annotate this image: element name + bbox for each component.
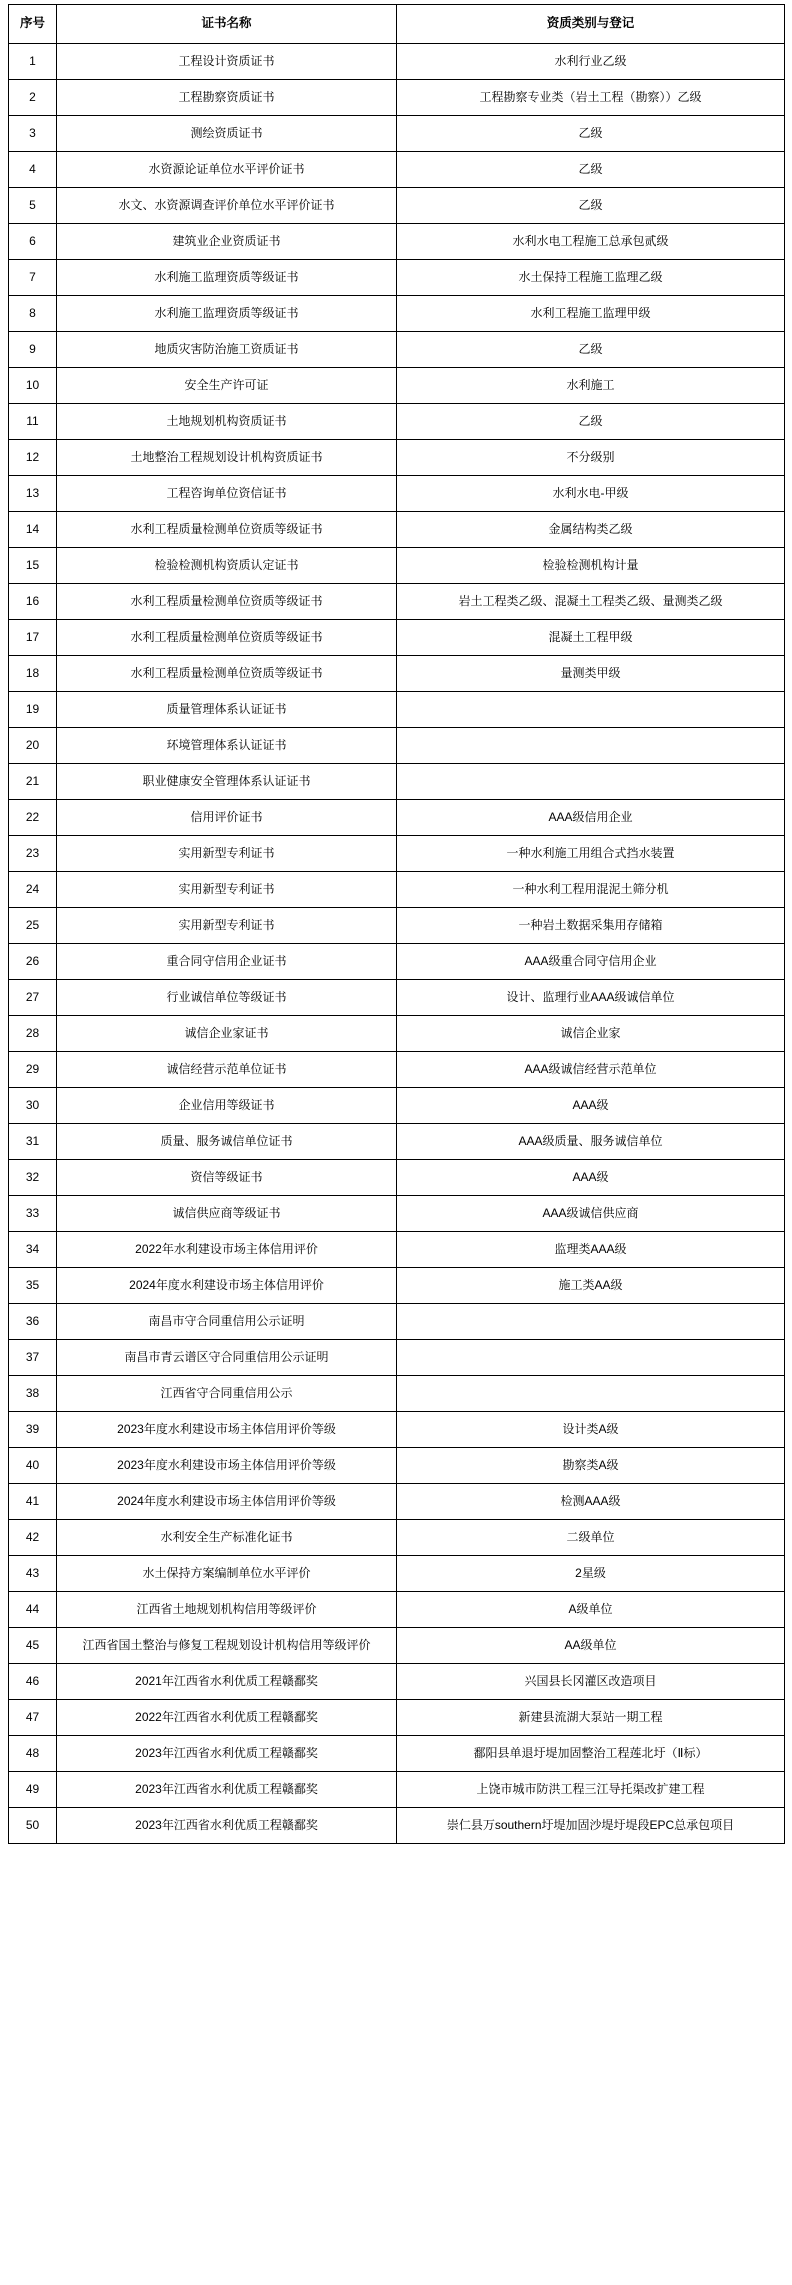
table-row bbox=[9, 944, 785, 980]
cell-seq: 1 bbox=[9, 44, 57, 80]
table-row bbox=[9, 1088, 785, 1124]
cell-category: 一种岩土数据采集用存储箱 bbox=[397, 908, 785, 944]
table-row bbox=[9, 620, 785, 656]
cell-certificate-name: 江西省守合同重信用公示 bbox=[57, 1376, 397, 1412]
table-row bbox=[9, 44, 785, 80]
cell-category: AAA级诚信经营示范单位 bbox=[397, 1052, 785, 1088]
cell-certificate-name: 水文、水资源调查评价单位水平评价证书 bbox=[57, 188, 397, 224]
cell-seq: 16 bbox=[9, 584, 57, 620]
cell-category: AA级单位 bbox=[397, 1628, 785, 1664]
table-row bbox=[9, 908, 785, 944]
table-row bbox=[9, 116, 785, 152]
table-row bbox=[9, 188, 785, 224]
cell-category: 设计、监理行业AAA级诚信单位 bbox=[397, 980, 785, 1016]
cell-seq: 20 bbox=[9, 728, 57, 764]
cell-certificate-name: 南昌市青云谱区守合同重信用公示证明 bbox=[57, 1340, 397, 1376]
table-row bbox=[9, 332, 785, 368]
cell-category: 岩土工程类乙级、混凝土工程类乙级、量测类乙级 bbox=[397, 584, 785, 620]
cell-seq: 15 bbox=[9, 548, 57, 584]
cell-seq: 43 bbox=[9, 1556, 57, 1592]
cell-certificate-name: 重合同守信用企业证书 bbox=[57, 944, 397, 980]
cell-certificate-name: 水资源论证单位水平评价证书 bbox=[57, 152, 397, 188]
cell-category: 检测AAA级 bbox=[397, 1484, 785, 1520]
cell-seq: 7 bbox=[9, 260, 57, 296]
cell-category: 乙级 bbox=[397, 188, 785, 224]
table-row bbox=[9, 404, 785, 440]
cell-category: 水利水电工程施工总承包贰级 bbox=[397, 224, 785, 260]
cell-category: 金属结构类乙级 bbox=[397, 512, 785, 548]
cell-certificate-name: 环境管理体系认证证书 bbox=[57, 728, 397, 764]
table-row bbox=[9, 1592, 785, 1628]
table-row bbox=[9, 1628, 785, 1664]
cell-category bbox=[397, 692, 785, 728]
table-row bbox=[9, 1268, 785, 1304]
cell-certificate-name: 2023年度水利建设市场主体信用评价等级 bbox=[57, 1448, 397, 1484]
cell-category: 水利水电-甲级 bbox=[397, 476, 785, 512]
cell-seq: 31 bbox=[9, 1124, 57, 1160]
cell-certificate-name: 企业信用等级证书 bbox=[57, 1088, 397, 1124]
cell-category bbox=[397, 1340, 785, 1376]
cell-seq: 33 bbox=[9, 1196, 57, 1232]
cell-certificate-name: 江西省土地规划机构信用等级评价 bbox=[57, 1592, 397, 1628]
table-row bbox=[9, 1340, 785, 1376]
cell-category: 水土保持工程施工监理乙级 bbox=[397, 260, 785, 296]
cell-seq: 46 bbox=[9, 1664, 57, 1700]
table-row bbox=[9, 692, 785, 728]
cell-seq: 50 bbox=[9, 1808, 57, 1844]
cell-certificate-name: 诚信企业家证书 bbox=[57, 1016, 397, 1052]
table-row bbox=[9, 1556, 785, 1592]
table-row bbox=[9, 980, 785, 1016]
cell-certificate-name: 安全生产许可证 bbox=[57, 368, 397, 404]
cell-category bbox=[397, 1304, 785, 1340]
cell-certificate-name: 水利施工监理资质等级证书 bbox=[57, 260, 397, 296]
table-row bbox=[9, 1664, 785, 1700]
cell-certificate-name: 水利安全生产标准化证书 bbox=[57, 1520, 397, 1556]
cell-category: 水利施工 bbox=[397, 368, 785, 404]
cell-category: 监理类AAA级 bbox=[397, 1232, 785, 1268]
table-row bbox=[9, 368, 785, 404]
cell-seq: 14 bbox=[9, 512, 57, 548]
cell-certificate-name: 2023年江西省水利优质工程赣鄱奖 bbox=[57, 1772, 397, 1808]
table-row bbox=[9, 80, 785, 116]
cell-certificate-name: 土地整治工程规划设计机构资质证书 bbox=[57, 440, 397, 476]
table-header-row bbox=[9, 5, 785, 44]
cell-category: 勘察类A级 bbox=[397, 1448, 785, 1484]
cell-certificate-name: 南昌市守合同重信用公示证明 bbox=[57, 1304, 397, 1340]
cell-certificate-name: 2021年江西省水利优质工程赣鄱奖 bbox=[57, 1664, 397, 1700]
table-row bbox=[9, 1376, 785, 1412]
cell-category: 乙级 bbox=[397, 404, 785, 440]
cell-certificate-name: 水利工程质量检测单位资质等级证书 bbox=[57, 620, 397, 656]
cell-certificate-name: 职业健康安全管理体系认证证书 bbox=[57, 764, 397, 800]
cell-seq: 35 bbox=[9, 1268, 57, 1304]
cell-certificate-name: 实用新型专利证书 bbox=[57, 908, 397, 944]
cell-seq: 41 bbox=[9, 1484, 57, 1520]
cell-certificate-name: 实用新型专利证书 bbox=[57, 872, 397, 908]
cell-category: AAA级重合同守信用企业 bbox=[397, 944, 785, 980]
table-row bbox=[9, 440, 785, 476]
cell-seq: 2 bbox=[9, 80, 57, 116]
table-row bbox=[9, 1484, 785, 1520]
cell-category bbox=[397, 764, 785, 800]
cell-category: A级单位 bbox=[397, 1592, 785, 1628]
cell-category: 崇仁县万southern圩堤加固沙堤圩堤段EPC总承包项目 bbox=[397, 1808, 785, 1844]
cell-category: AAA级诚信供应商 bbox=[397, 1196, 785, 1232]
cell-category: 施工类AA级 bbox=[397, 1268, 785, 1304]
cell-seq: 38 bbox=[9, 1376, 57, 1412]
cell-seq: 8 bbox=[9, 296, 57, 332]
cell-seq: 45 bbox=[9, 1628, 57, 1664]
cell-certificate-name: 水利工程质量检测单位资质等级证书 bbox=[57, 656, 397, 692]
cell-seq: 34 bbox=[9, 1232, 57, 1268]
cell-certificate-name: 2023年江西省水利优质工程赣鄱奖 bbox=[57, 1808, 397, 1844]
table-row bbox=[9, 1052, 785, 1088]
table-row bbox=[9, 1412, 785, 1448]
cell-certificate-name: 诚信经营示范单位证书 bbox=[57, 1052, 397, 1088]
cell-seq: 5 bbox=[9, 188, 57, 224]
column-header-seq: 序号 bbox=[9, 5, 57, 44]
cell-certificate-name: 工程勘察资质证书 bbox=[57, 80, 397, 116]
cell-seq: 9 bbox=[9, 332, 57, 368]
cell-certificate-name: 信用评价证书 bbox=[57, 800, 397, 836]
cell-category: 诚信企业家 bbox=[397, 1016, 785, 1052]
table-row bbox=[9, 152, 785, 188]
table-row bbox=[9, 1448, 785, 1484]
cell-seq: 13 bbox=[9, 476, 57, 512]
table-row bbox=[9, 1232, 785, 1268]
cell-seq: 30 bbox=[9, 1088, 57, 1124]
cell-certificate-name: 土地规划机构资质证书 bbox=[57, 404, 397, 440]
cell-certificate-name: 2023年江西省水利优质工程赣鄱奖 bbox=[57, 1736, 397, 1772]
cell-certificate-name: 工程咨询单位资信证书 bbox=[57, 476, 397, 512]
cell-category: 设计类A级 bbox=[397, 1412, 785, 1448]
column-header-name: 证书名称 bbox=[57, 5, 397, 44]
cell-seq: 32 bbox=[9, 1160, 57, 1196]
table-row bbox=[9, 1196, 785, 1232]
cell-certificate-name: 质量、服务诚信单位证书 bbox=[57, 1124, 397, 1160]
table-row bbox=[9, 512, 785, 548]
cell-certificate-name: 地质灾害防治施工资质证书 bbox=[57, 332, 397, 368]
cell-certificate-name: 2024年度水利建设市场主体信用评价等级 bbox=[57, 1484, 397, 1520]
cell-seq: 6 bbox=[9, 224, 57, 260]
table-header bbox=[9, 5, 785, 44]
cell-seq: 26 bbox=[9, 944, 57, 980]
cell-seq: 19 bbox=[9, 692, 57, 728]
cell-category: 混凝土工程甲级 bbox=[397, 620, 785, 656]
cell-category: 一种水利施工用组合式挡水装置 bbox=[397, 836, 785, 872]
table-row bbox=[9, 1160, 785, 1196]
cell-category: 检验检测机构计量 bbox=[397, 548, 785, 584]
cell-certificate-name: 行业诚信单位等级证书 bbox=[57, 980, 397, 1016]
table-row bbox=[9, 476, 785, 512]
cell-certificate-name: 水利施工监理资质等级证书 bbox=[57, 296, 397, 332]
table-row bbox=[9, 1700, 785, 1736]
table-row bbox=[9, 656, 785, 692]
cell-seq: 48 bbox=[9, 1736, 57, 1772]
cell-seq: 37 bbox=[9, 1340, 57, 1376]
table-row bbox=[9, 872, 785, 908]
cell-certificate-name: 检验检测机构资质认定证书 bbox=[57, 548, 397, 584]
cell-seq: 25 bbox=[9, 908, 57, 944]
table-row bbox=[9, 224, 785, 260]
cell-category: 水利行业乙级 bbox=[397, 44, 785, 80]
cell-seq: 44 bbox=[9, 1592, 57, 1628]
cell-certificate-name: 工程设计资质证书 bbox=[57, 44, 397, 80]
cell-certificate-name: 江西省国土整治与修复工程规划设计机构信用等级评价 bbox=[57, 1628, 397, 1664]
cell-certificate-name: 建筑业企业资质证书 bbox=[57, 224, 397, 260]
cell-seq: 23 bbox=[9, 836, 57, 872]
cell-category: 水利工程施工监理甲级 bbox=[397, 296, 785, 332]
table-row bbox=[9, 584, 785, 620]
table-row bbox=[9, 1016, 785, 1052]
cell-seq: 22 bbox=[9, 800, 57, 836]
cell-category: 新建县流湖大泵站一期工程 bbox=[397, 1700, 785, 1736]
cell-category: AAA级 bbox=[397, 1088, 785, 1124]
cell-category: 上饶市城市防洪工程三江导托渠改扩建工程 bbox=[397, 1772, 785, 1808]
cell-certificate-name: 2024年度水利建设市场主体信用评价 bbox=[57, 1268, 397, 1304]
table-row bbox=[9, 836, 785, 872]
cell-seq: 3 bbox=[9, 116, 57, 152]
table-row bbox=[9, 1808, 785, 1844]
cell-category bbox=[397, 1376, 785, 1412]
column-header-category: 资质类别与登记 bbox=[397, 5, 785, 44]
table-row bbox=[9, 548, 785, 584]
cell-seq: 39 bbox=[9, 1412, 57, 1448]
table-body bbox=[9, 44, 785, 1844]
cell-seq: 11 bbox=[9, 404, 57, 440]
table-row bbox=[9, 728, 785, 764]
cell-category: 二级单位 bbox=[397, 1520, 785, 1556]
cell-seq: 42 bbox=[9, 1520, 57, 1556]
cell-certificate-name: 2022年水利建设市场主体信用评价 bbox=[57, 1232, 397, 1268]
table-row bbox=[9, 260, 785, 296]
cell-certificate-name: 实用新型专利证书 bbox=[57, 836, 397, 872]
cell-category: 量测类甲级 bbox=[397, 656, 785, 692]
cell-category: 一种水利工程用混泥土筛分机 bbox=[397, 872, 785, 908]
cell-certificate-name: 测绘资质证书 bbox=[57, 116, 397, 152]
cell-certificate-name: 水利工程质量检测单位资质等级证书 bbox=[57, 584, 397, 620]
cell-seq: 21 bbox=[9, 764, 57, 800]
table-row bbox=[9, 800, 785, 836]
cell-certificate-name: 资信等级证书 bbox=[57, 1160, 397, 1196]
certificate-table bbox=[8, 4, 785, 1844]
table-row bbox=[9, 1772, 785, 1808]
table-row bbox=[9, 1124, 785, 1160]
cell-category: 工程勘察专业类（岩土工程（勘察））乙级 bbox=[397, 80, 785, 116]
cell-category: 乙级 bbox=[397, 332, 785, 368]
cell-category: 鄱阳县单退圩堤加固整治工程莲北圩（Ⅱ标） bbox=[397, 1736, 785, 1772]
cell-certificate-name: 水土保持方案编制单位水平评价 bbox=[57, 1556, 397, 1592]
cell-category: 2星级 bbox=[397, 1556, 785, 1592]
cell-seq: 10 bbox=[9, 368, 57, 404]
cell-seq: 27 bbox=[9, 980, 57, 1016]
table-row bbox=[9, 1304, 785, 1340]
table-row bbox=[9, 296, 785, 332]
cell-category: AAA级 bbox=[397, 1160, 785, 1196]
cell-category: 乙级 bbox=[397, 152, 785, 188]
cell-seq: 24 bbox=[9, 872, 57, 908]
cell-certificate-name: 水利工程质量检测单位资质等级证书 bbox=[57, 512, 397, 548]
table-row bbox=[9, 1736, 785, 1772]
cell-seq: 36 bbox=[9, 1304, 57, 1340]
cell-seq: 47 bbox=[9, 1700, 57, 1736]
cell-seq: 49 bbox=[9, 1772, 57, 1808]
cell-category: 不分级别 bbox=[397, 440, 785, 476]
cell-certificate-name: 质量管理体系认证证书 bbox=[57, 692, 397, 728]
cell-category: AAA级信用企业 bbox=[397, 800, 785, 836]
cell-seq: 28 bbox=[9, 1016, 57, 1052]
cell-seq: 17 bbox=[9, 620, 57, 656]
cell-seq: 12 bbox=[9, 440, 57, 476]
cell-category: 兴国县长冈灌区改造项目 bbox=[397, 1664, 785, 1700]
cell-category: 乙级 bbox=[397, 116, 785, 152]
cell-seq: 29 bbox=[9, 1052, 57, 1088]
cell-category: AAA级质量、服务诚信单位 bbox=[397, 1124, 785, 1160]
cell-certificate-name: 2022年江西省水利优质工程赣鄱奖 bbox=[57, 1700, 397, 1736]
table-row bbox=[9, 1520, 785, 1556]
cell-seq: 40 bbox=[9, 1448, 57, 1484]
cell-certificate-name: 诚信供应商等级证书 bbox=[57, 1196, 397, 1232]
cell-seq: 18 bbox=[9, 656, 57, 692]
cell-certificate-name: 2023年度水利建设市场主体信用评价等级 bbox=[57, 1412, 397, 1448]
cell-category bbox=[397, 728, 785, 764]
cell-seq: 4 bbox=[9, 152, 57, 188]
table-row bbox=[9, 764, 785, 800]
